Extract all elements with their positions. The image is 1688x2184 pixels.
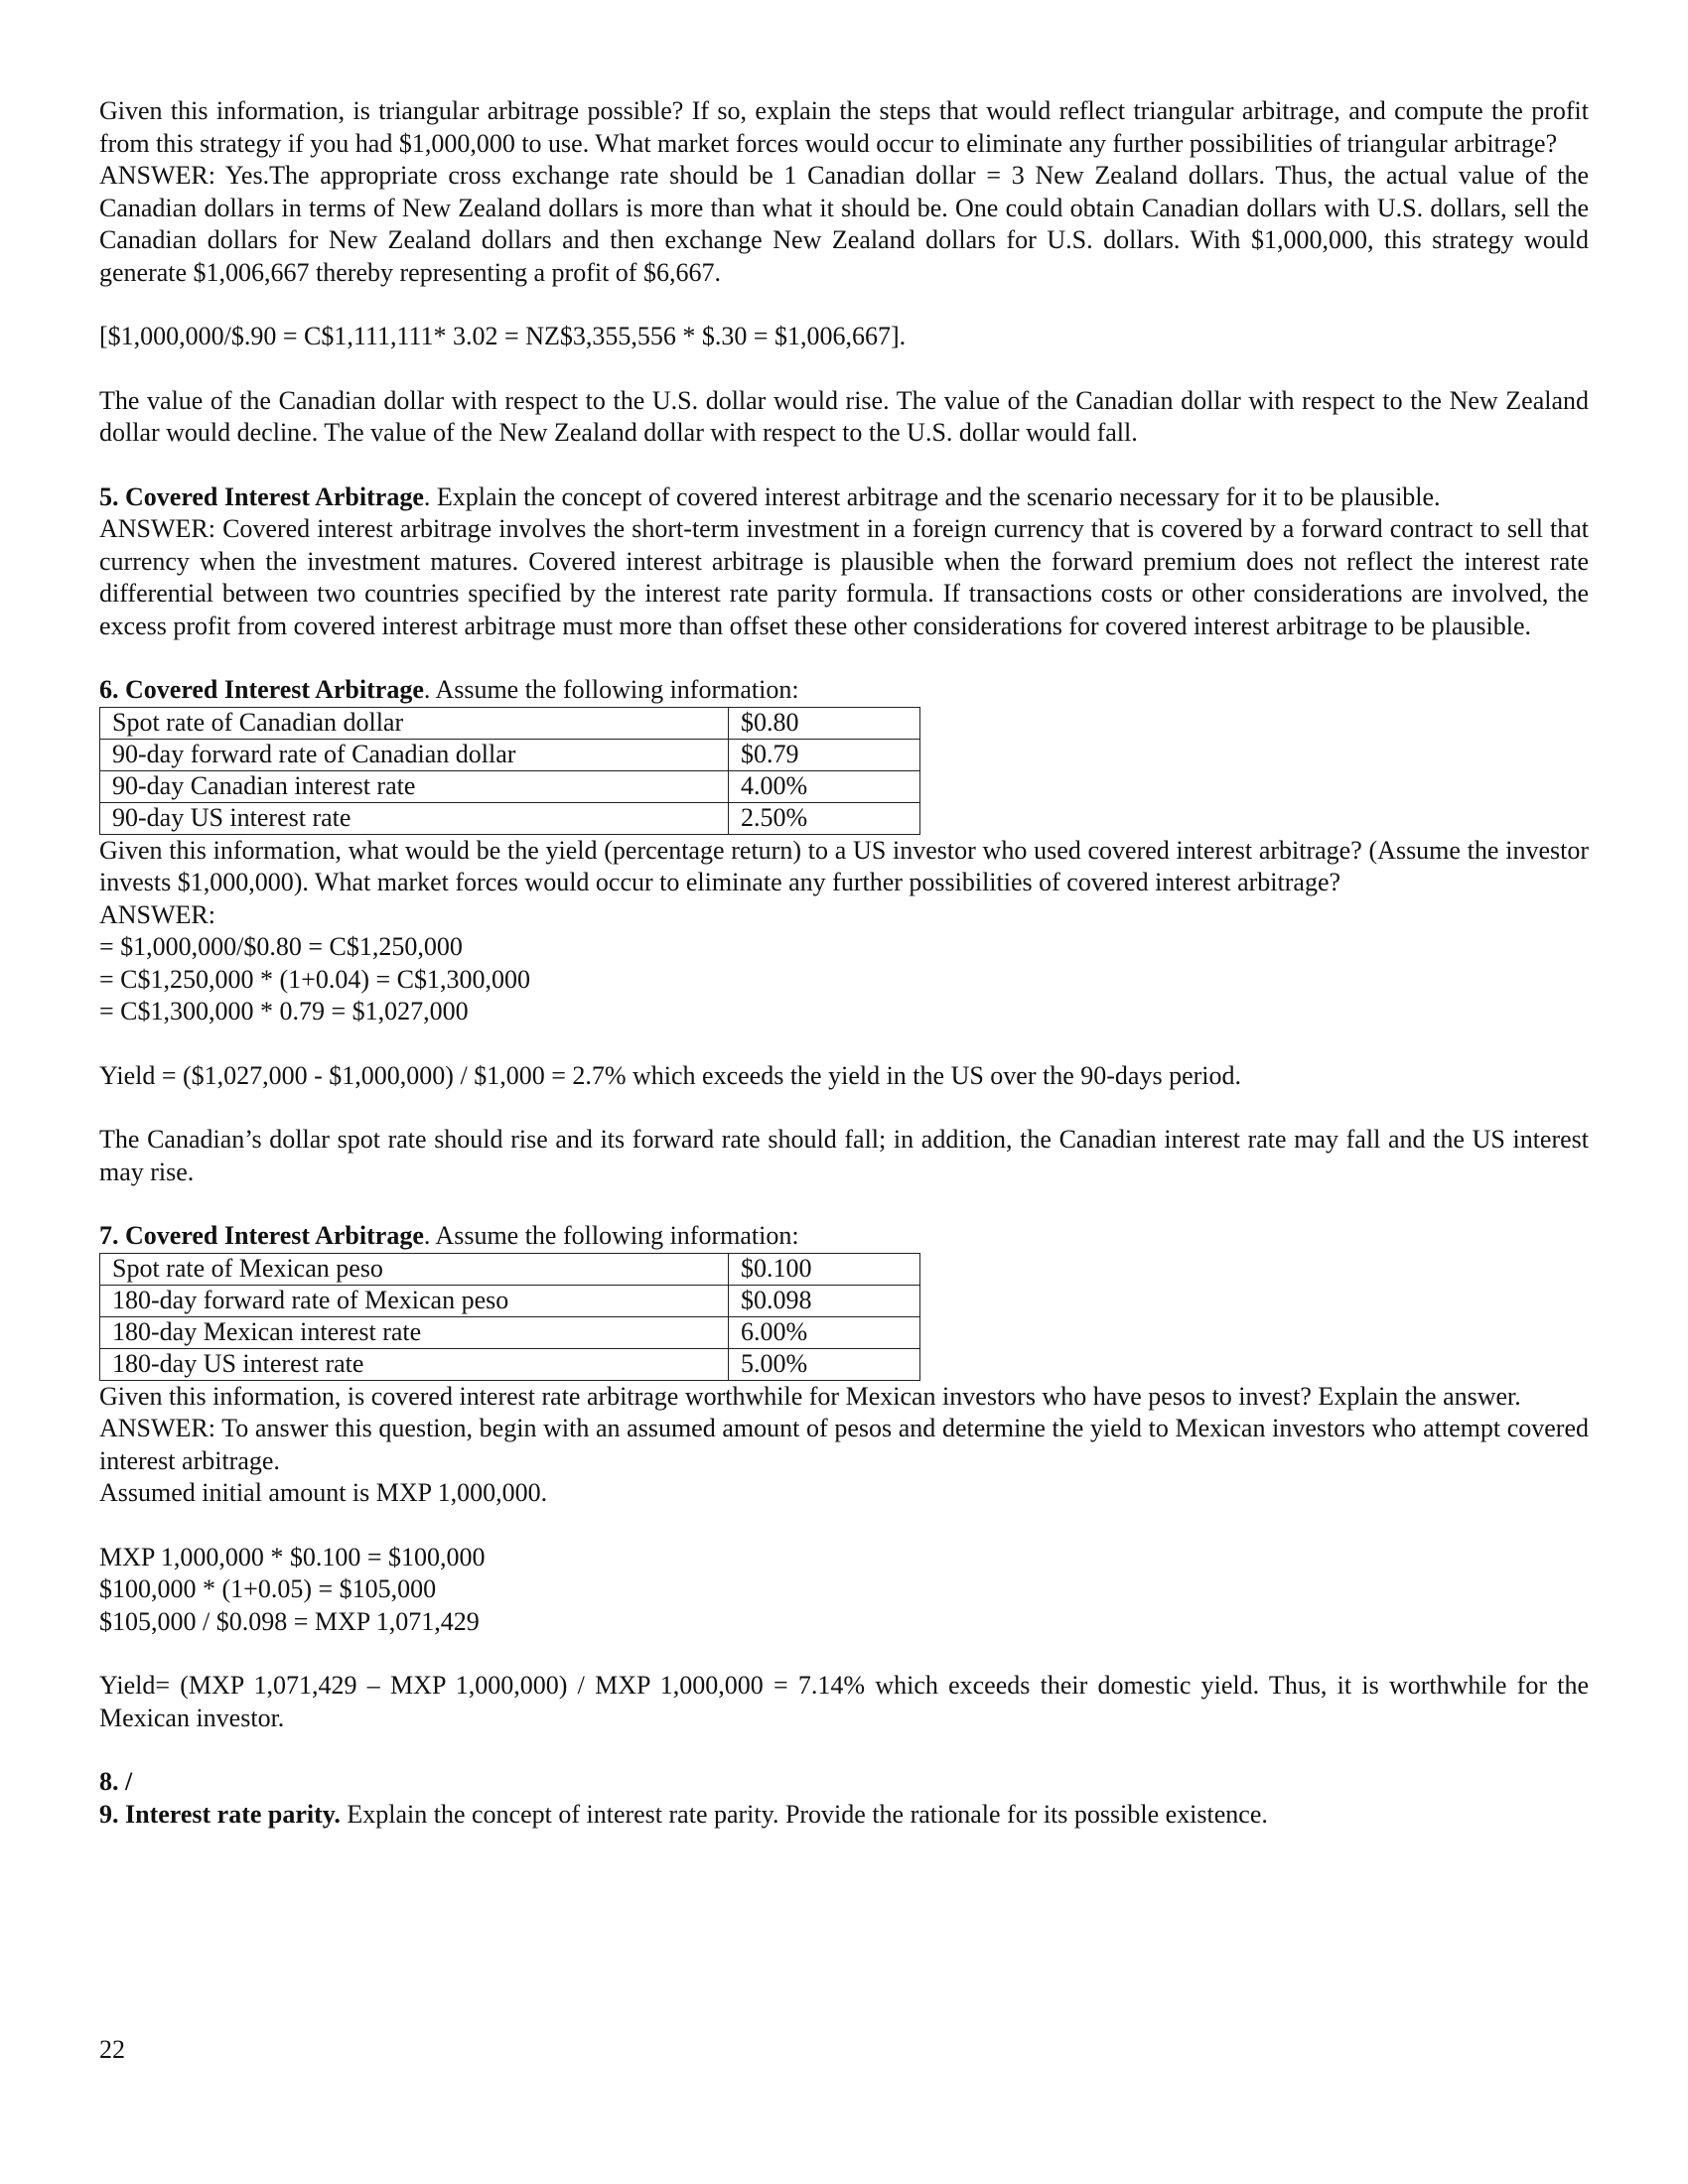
q7-heading (99, 1220, 1589, 1253)
q7-step: MXP 1,000,000 * $0.100 = $100,000 (99, 1542, 486, 1571)
table-row (100, 1348, 920, 1380)
document-page (99, 95, 1589, 1831)
q7-number: 7. (99, 1221, 119, 1250)
q7-answer: ANSWER: To answer this question, begin with an assumed amount of pesos and determine the yield to Mexican investors who attempt covered interest arbitrage. (99, 1414, 1589, 1475)
q7-yield: Yield= (MXP 1,071,429 – MXP 1,000,000) / MXP 1,000,000 = 7.14% which exceeds their domestic yield. Thus, it is worthwhile for the Mexican investor. (99, 1671, 1589, 1732)
table-cell-label: 90-day forward rate of Canadian dollar (100, 739, 729, 770)
q5-answer: ANSWER: Covered interest arbitrage involves the short-term investment in a foreign currency that is covered by a forward contract to sell that currency when the investment matures. Covered interest arbitrage is plausible when the forward premium does not reflect the interest rate differential between two countries specified by the interest rate parity formula. If transactions costs or other considerations are involved, the excess profit from covered interest arbitrage must more than offset these other considerations for covered interest arbitrage to be plausible. (99, 514, 1589, 640)
q6-heading (99, 674, 1589, 707)
q6-step: = $1,000,000/$0.80 = C$1,250,000 (99, 932, 463, 961)
q6-title: Covered Interest Arbitrage (125, 675, 424, 704)
q6-info-table (99, 707, 920, 835)
table-cell-value: $0.100 (729, 1253, 920, 1285)
intro-question: Given this information, is triangular arbitrage possible? If so, explain the steps that would reflect triangular arbitrage, and compute the profit from this strategy if you had $1,000,000 to use. What market forces would occur to eliminate any further possibilities of triangular arbitrage? (99, 96, 1589, 158)
q7-step: $105,000 / $0.098 = MXP 1,071,429 (99, 1606, 480, 1636)
q6-question: Given this information, what would be the yield (percentage return) to a US investor who used covered interest arbitrage? (Assume the investor invests $1,000,000). What market forces would occur to eliminate any further possibilities of covered interest arbitrage? (99, 835, 1589, 896)
q9-heading (99, 1799, 1589, 1832)
q6-step: = C$1,300,000 * 0.79 = $1,027,000 (99, 997, 469, 1025)
intro-calculation: [$1,000,000/$.90 = C$1,111,111* 3.02 = NZ$3,355,556 * $.30 = $1,006,667]. (99, 322, 907, 350)
q5-title: Covered Interest Arbitrage (125, 481, 424, 511)
table-cell-value: $0.098 (729, 1285, 920, 1316)
table-row (100, 1316, 920, 1348)
table-cell-label: 180-day US interest rate (100, 1348, 729, 1380)
table-row (100, 1253, 920, 1285)
table-row (100, 770, 920, 802)
q6-step: = C$1,250,000 * (1+0.04) = C$1,300,000 (99, 964, 530, 994)
q6-answer-label: ANSWER: (99, 899, 215, 929)
table-cell-label: Spot rate of Mexican peso (100, 1253, 729, 1285)
table-cell-label: 180-day Mexican interest rate (100, 1316, 729, 1348)
q9-number: 9. (99, 1799, 119, 1829)
q9-question: Explain the concept of interest rate parity. Provide the rationale for its possible existence. (340, 1799, 1268, 1829)
intro-market-forces: The value of the Canadian dollar with respect to the U.S. dollar would rise. The value of the Canadian dollar with respect to the New Zealand dollar would decline. The value of the New Zealand dollar with respect to the U.S. dollar would fall. (99, 385, 1589, 447)
table-cell-label: 90-day US interest rate (100, 802, 729, 834)
table-cell-label: Spot rate of Canadian dollar (100, 707, 729, 739)
q9-title: Interest rate parity. (125, 1799, 341, 1829)
q6-market-forces: The Canadian’s dollar spot rate should rise and its forward rate should fall; in addition, the Canadian interest rate may fall and the US interest may rise. (99, 1125, 1589, 1186)
table-cell-value: 5.00% (729, 1348, 920, 1380)
table-row (100, 1285, 920, 1316)
table-cell-value: $0.80 (729, 707, 920, 739)
table-cell-value: 6.00% (729, 1316, 920, 1348)
q6-number: 6. (99, 675, 119, 704)
q5-question-text: . Explain the concept of covered interest arbitrage and the scenario necessary for it to be plausible. (423, 481, 1441, 511)
q7-info-table (99, 1253, 920, 1381)
q5-number: 5. (99, 481, 119, 511)
table-cell-value: $0.79 (729, 739, 920, 770)
q7-question: Given this information, is covered interest rate arbitrage worthwhile for Mexican investors who have pesos to invest? Explain the answer. (99, 1381, 1521, 1411)
table-cell-value: 4.00% (729, 770, 920, 802)
q7-lead: . Assume the following information: (423, 1221, 799, 1250)
table-cell-label: 90-day Canadian interest rate (100, 770, 729, 802)
page-number: 22 (99, 2035, 125, 2064)
table-cell-value: 2.50% (729, 802, 920, 834)
q7-title: Covered Interest Arbitrage (125, 1221, 424, 1250)
table-row (100, 739, 920, 770)
q8-heading (99, 1766, 1589, 1799)
q8-number: 8. / (99, 1767, 133, 1796)
q5-question (99, 481, 1589, 514)
table-row (100, 707, 920, 739)
q7-assumed-amount: Assumed initial amount is MXP 1,000,000. (99, 1478, 548, 1507)
q7-step: $100,000 * (1+0.05) = $105,000 (99, 1574, 437, 1603)
q6-lead: . Assume the following information: (423, 675, 799, 704)
table-cell-label: 180-day forward rate of Mexican peso (100, 1285, 729, 1316)
intro-answer: ANSWER: Yes.The appropriate cross exchange rate should be 1 Canadian dollar = 3 New Zealand dollars. Thus, the actual value of the Canadian dollars in terms of New Zealand dollars is more than what it should be. One could obtain Canadian dollars with U.S. dollars, sell the Canadian dollars for New Zealand dollars and then exchange New Zealand dollars for U.S. dollars. With $1,000,000, this strategy would generate $1,006,667 thereby representing a profit of $6,667. (99, 161, 1589, 287)
q6-yield: Yield = ($1,027,000 - $1,000,000) / $1,000 = 2.7% which exceeds the yield in the US over the 90-days period. (99, 1060, 1242, 1090)
table-row (100, 802, 920, 834)
